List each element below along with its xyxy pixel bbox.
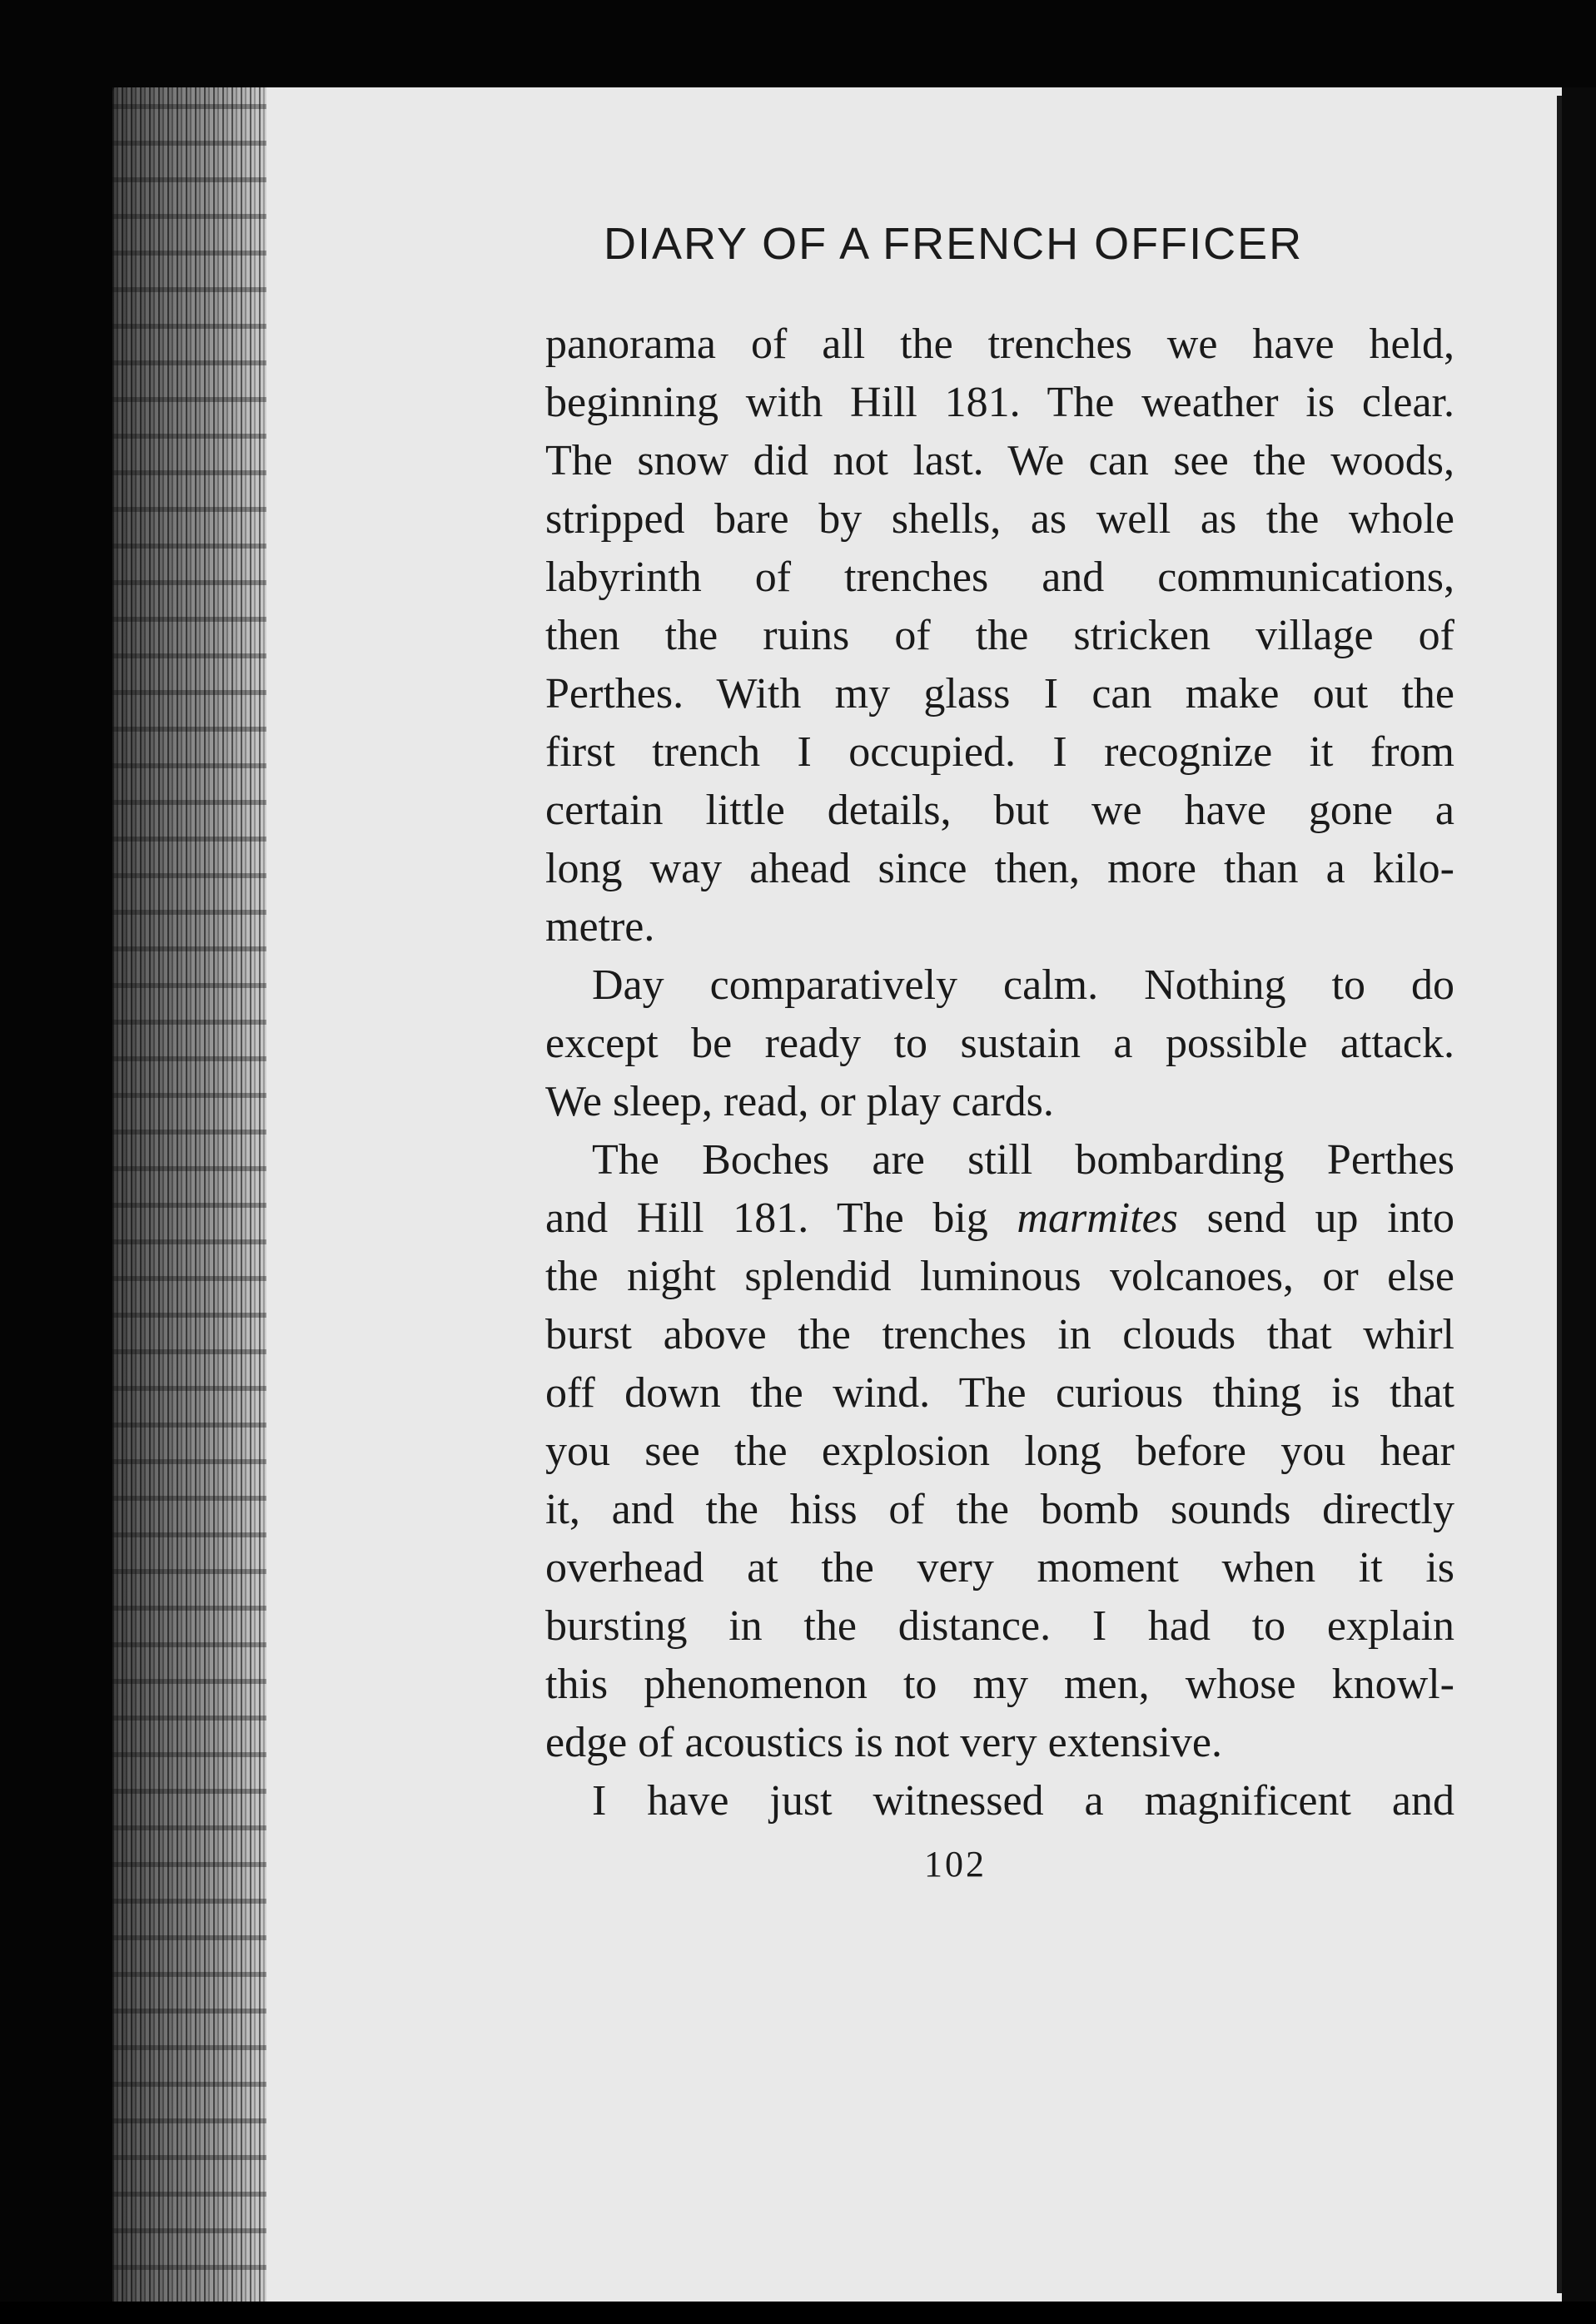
text-line: beginning with Hill 181. The weather is clear. <box>545 379 1454 426</box>
text-line: this phenomenon to my men, whose knowl- <box>545 1661 1454 1708</box>
text-line: Perthes. With my glass I can make out the <box>545 670 1454 718</box>
running-head: DIARY OF A FRENCH OFFICER <box>604 219 1304 269</box>
text-span: and Hill 181. The big <box>545 1194 988 1242</box>
text-line: burst above the trenches in clouds that whirl <box>545 1311 1454 1358</box>
text-line: metre. <box>545 903 655 951</box>
text-line: Day comparatively calm. Nothing to do <box>592 961 1454 1009</box>
text-line: first trench I occupied. I recognize it from <box>545 728 1454 776</box>
text-line: stripped bare by shells, as well as the whole <box>545 495 1454 543</box>
text-line: certain little details, but we have gone a <box>545 787 1454 834</box>
text-line-with-italic <box>545 1194 1454 1244</box>
text-line: it, and the hiss of the bomb sounds directly <box>545 1486 1454 1533</box>
text-line: the night splendid luminous volcanoes, or else <box>545 1253 1454 1300</box>
text-line: We sleep, read, or play cards. <box>545 1078 1054 1125</box>
text-span: send up into <box>1206 1194 1454 1242</box>
text-line: labyrinth of trenches and communications, <box>545 554 1454 601</box>
text-line: off down the wind. The curious thing is that <box>545 1369 1454 1417</box>
page-gutter-edge <box>112 87 266 2302</box>
page-number: 102 <box>924 1844 987 1885</box>
text-line: panorama of all the trenches we have held, <box>545 320 1454 368</box>
italic-term: marmites <box>1017 1194 1178 1242</box>
bottom-shadow <box>0 2302 1596 2324</box>
text-line: edge of acoustics is not very extensive. <box>545 1719 1222 1766</box>
text-line: The snow did not last. We can see the woods, <box>545 437 1454 484</box>
text-line: you see the explosion long before you hear <box>545 1428 1454 1475</box>
text-line: except be ready to sustain a possible attack. <box>545 1020 1454 1067</box>
text-line: I have just witnessed a magnificent and <box>592 1777 1454 1825</box>
text-line: The Boches are still bombarding Perthes <box>592 1136 1454 1184</box>
text-line: overhead at the very moment when it is <box>545 1544 1454 1592</box>
text-line: long way ahead since then, more than a kilo- <box>545 845 1454 892</box>
facing-page-shadow <box>1562 87 1596 2324</box>
text-line: bursting in the distance. I had to explain <box>545 1602 1454 1650</box>
text-line: then the ruins of the stricken village of <box>545 612 1454 659</box>
